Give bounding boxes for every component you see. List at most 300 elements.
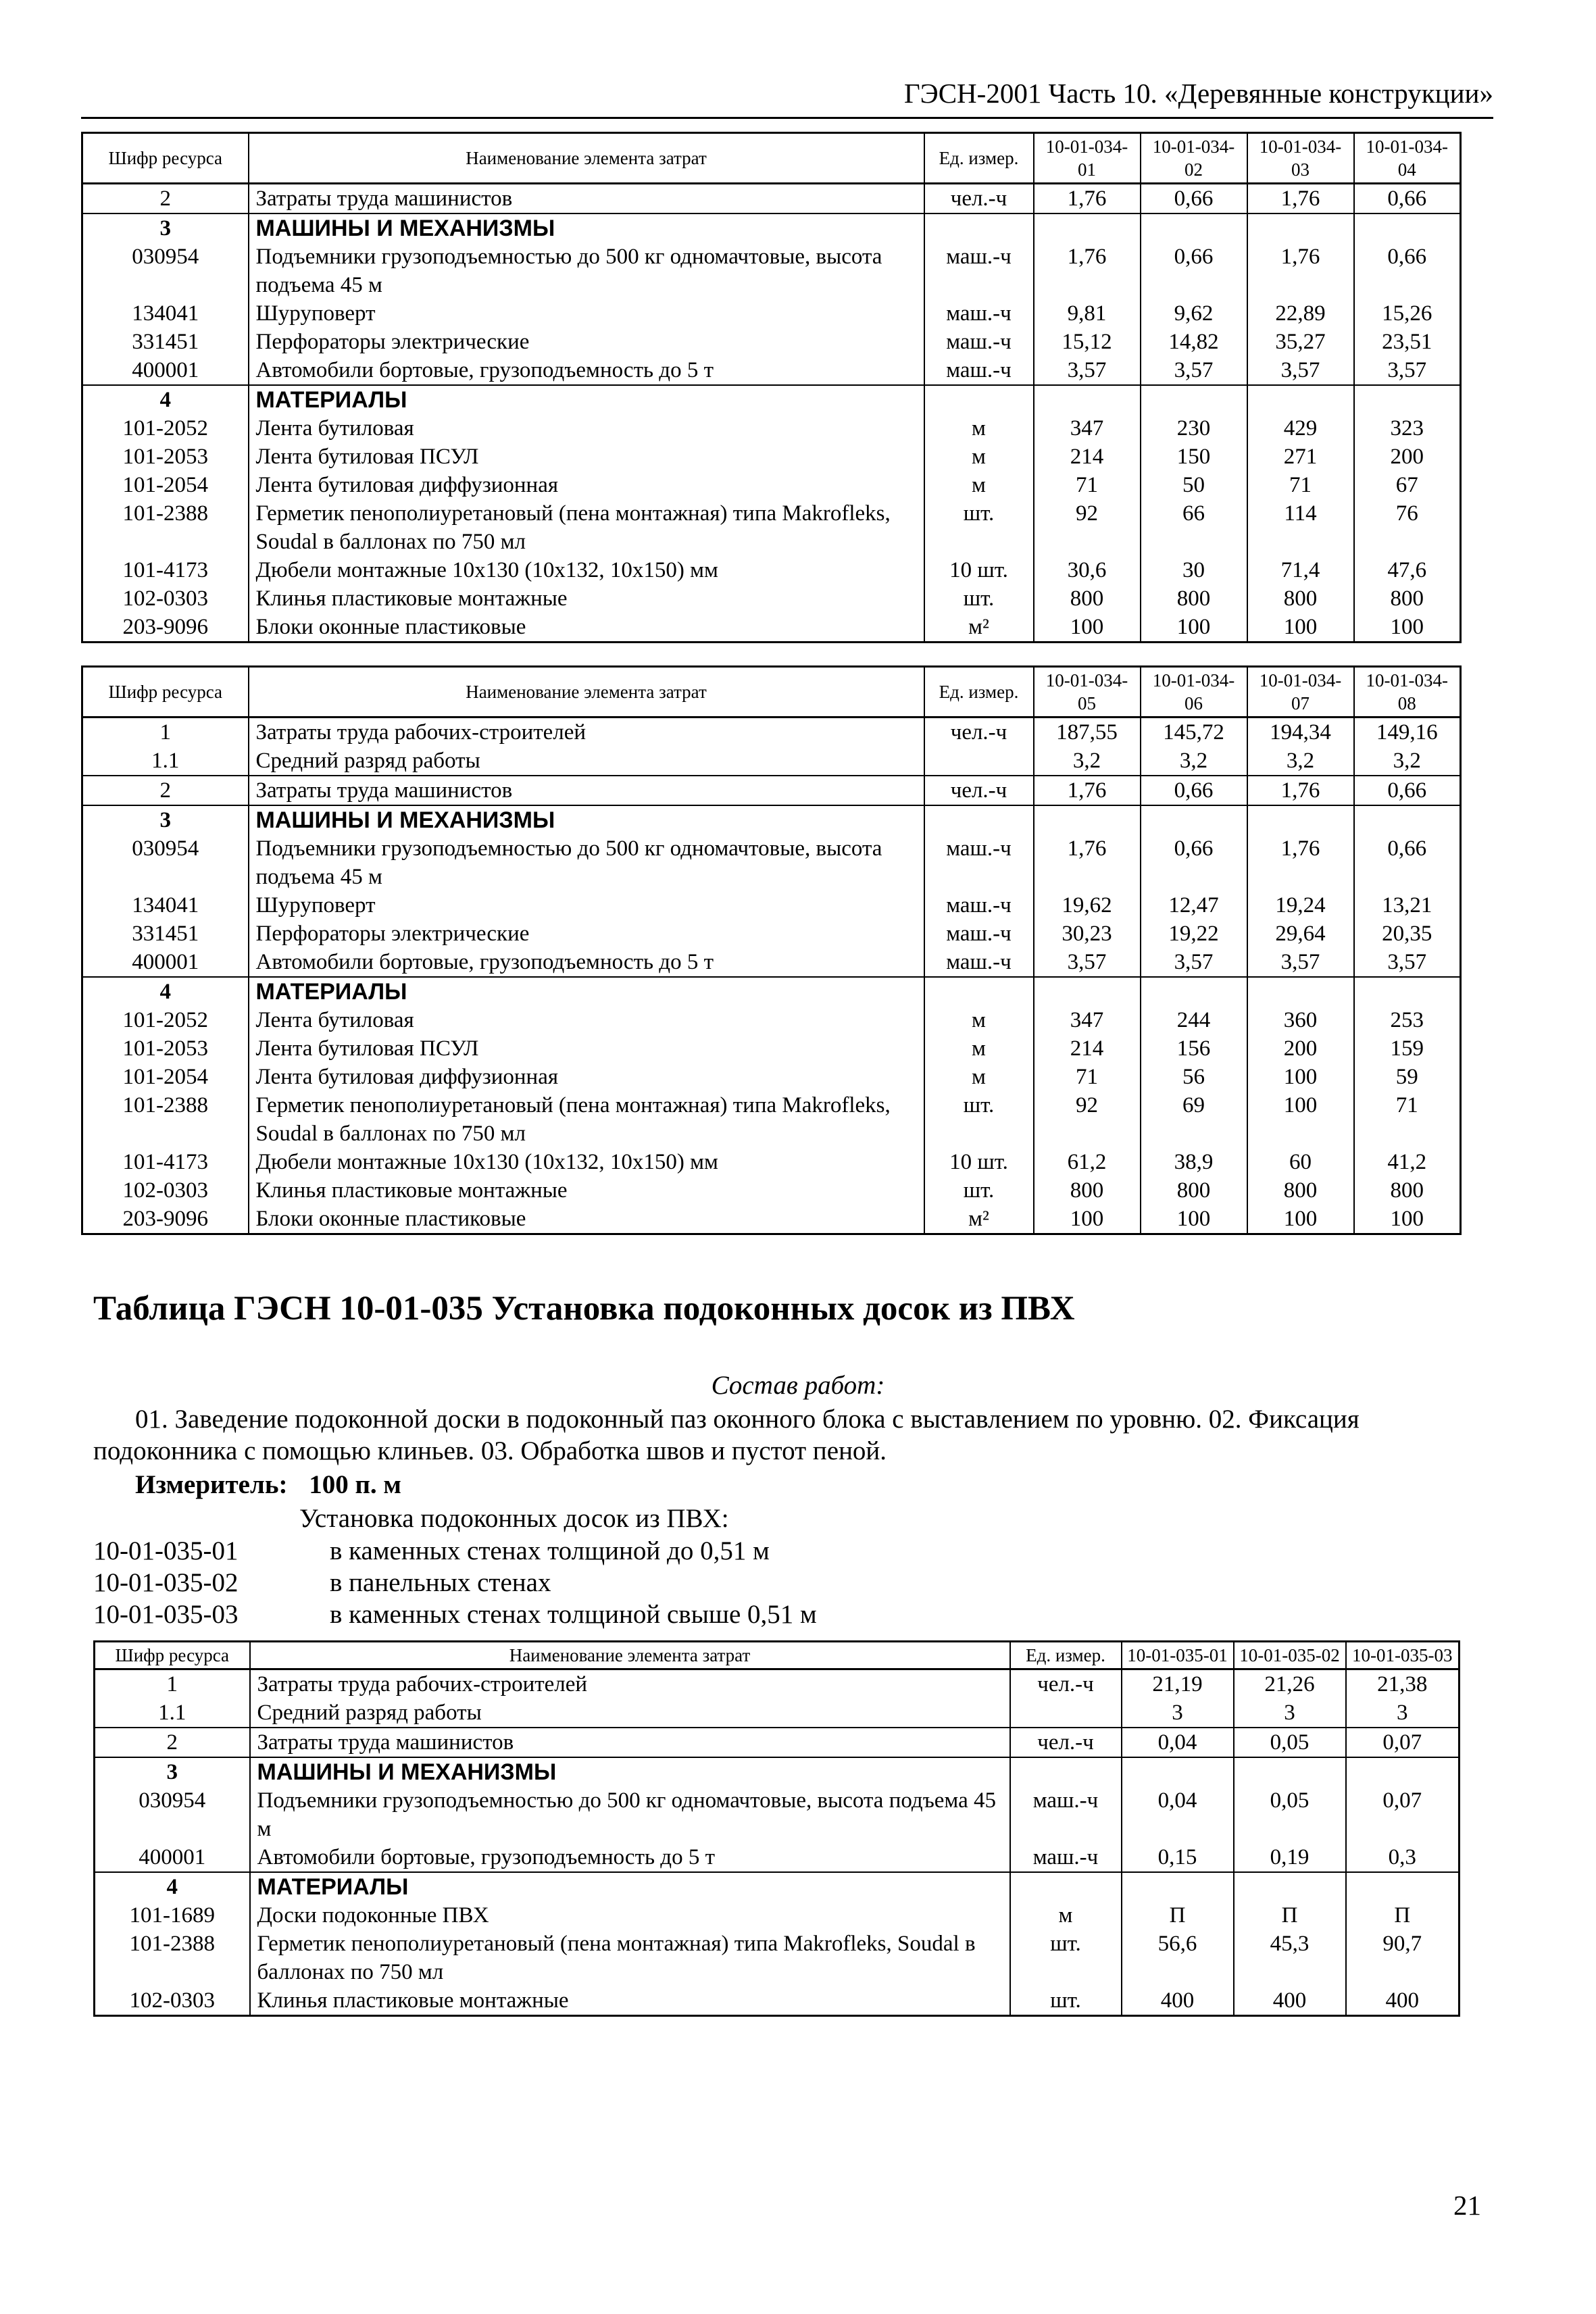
header-column-code: 10-01-034-05 [1034, 667, 1141, 718]
unit: шт. [924, 1176, 1034, 1205]
value-cell: 45,3 [1234, 1930, 1346, 1986]
value-cell: 20,35 [1354, 920, 1461, 948]
value-cell: 12,47 [1141, 891, 1247, 920]
table-row [95, 1786, 1460, 1843]
header-column-code: 10-01-034-06 [1141, 667, 1247, 718]
value-cell: П [1122, 1901, 1234, 1930]
table-row [82, 184, 1461, 214]
header-code: Шифр ресурса [82, 133, 249, 184]
value-cell: 800 [1354, 1176, 1461, 1205]
resource-name: Герметик пенополиуретановый (пена монтажная) типа Makrofleks, Soudal в баллонах по 750 мл [249, 499, 924, 556]
unit [1010, 1757, 1122, 1786]
value-cell: 21,38 [1346, 1669, 1460, 1699]
table-row [82, 1176, 1461, 1205]
value-cell [1354, 385, 1461, 414]
unit: 10 шт. [924, 556, 1034, 584]
resource-code: 101-2054 [82, 471, 249, 499]
resource-code: 030954 [95, 1786, 250, 1843]
resource-table-034-01-04 [81, 132, 1462, 643]
resource-name: Затраты труда рабочих-строителей [249, 718, 924, 747]
resource-name: Перфораторы электрические [249, 920, 924, 948]
table-row [82, 1205, 1461, 1234]
composition-line-1: 01. Заведение подоконной доски в подоконный паз оконного блока с выставлением по уровню. 02. Фиксация [135, 1405, 1360, 1434]
resource-name: Герметик пенополиуретановый (пена монтажная) типа Makrofleks, Soudal в баллонах по 750 мл [249, 1091, 924, 1148]
value-cell: 0,66 [1141, 184, 1247, 214]
value-cell: 0,3 [1346, 1843, 1460, 1872]
unit: чел.-ч [1010, 1728, 1122, 1757]
page-number: 21 [1453, 2190, 1481, 2221]
resource-name: МАТЕРИАЛЫ [249, 977, 924, 1006]
value-cell: 71 [1034, 471, 1141, 499]
resource-name: МАШИНЫ И МЕХАНИЗМЫ [249, 213, 924, 243]
value-cell: 67 [1354, 471, 1461, 499]
value-cell: 150 [1141, 443, 1247, 471]
value-cell: 800 [1247, 1176, 1354, 1205]
header-column-code: 10-01-034-02 [1141, 133, 1247, 184]
value-cell: 3 [1346, 1699, 1460, 1728]
unit: чел.-ч [924, 776, 1034, 805]
table-row [82, 443, 1461, 471]
unit: маш.-ч [924, 891, 1034, 920]
table-header-row [82, 133, 1461, 184]
unit: м [924, 1034, 1034, 1063]
header-column-code: 10-01-034-04 [1354, 133, 1461, 184]
table-row [82, 499, 1461, 556]
value-cell: 9,62 [1141, 299, 1247, 328]
resource-code: 102-0303 [95, 1986, 250, 2016]
value-cell: 100 [1354, 613, 1461, 643]
value-cell: 194,34 [1247, 718, 1354, 747]
table-row [82, 356, 1461, 385]
resource-code: 102-0303 [82, 584, 249, 613]
table-header-row [82, 667, 1461, 718]
unit [1010, 1872, 1122, 1901]
resource-name: Затраты труда машинистов [249, 776, 924, 805]
value-cell: 90,7 [1346, 1930, 1460, 1986]
resource-name: МАТЕРИАЛЫ [250, 1872, 1010, 1901]
norm-description: в панельных стенах [330, 1568, 551, 1597]
resource-code: 400001 [82, 356, 249, 385]
value-cell: 30,23 [1034, 920, 1141, 948]
value-cell [1122, 1872, 1234, 1901]
resource-code: 331451 [82, 920, 249, 948]
unit: маш.-ч [924, 243, 1034, 299]
value-cell [1141, 213, 1247, 243]
value-cell: 156 [1141, 1034, 1247, 1063]
value-cell [1034, 213, 1141, 243]
value-cell: П [1234, 1901, 1346, 1930]
resource-name: Герметик пенополиуретановый (пена монтажная) типа Makrofleks, Soudal в баллонах по 750 мл [250, 1930, 1010, 1986]
value-cell [1034, 977, 1141, 1006]
value-cell: 3,2 [1354, 747, 1461, 776]
table-row [82, 834, 1461, 891]
meter-value: 100 п. м [309, 1470, 401, 1499]
section-row [82, 977, 1461, 1006]
resource-code: 3 [95, 1757, 250, 1786]
resource-code: 1 [82, 718, 249, 747]
resource-code: 2 [95, 1728, 250, 1757]
table-row [82, 1063, 1461, 1091]
unit: маш.-ч [924, 328, 1034, 356]
value-cell: 429 [1247, 414, 1354, 443]
value-cell [1034, 385, 1141, 414]
composition-line-2: подоконника с помощью клиньев. 03. Обработка швов и пустот пеной. [93, 1436, 887, 1465]
resource-name: Подъемники грузоподъемностью до 500 кг одномачтовые, высота подъема 45 м [250, 1786, 1010, 1843]
resource-name: Перфораторы электрические [249, 328, 924, 356]
value-cell: 15,12 [1034, 328, 1141, 356]
resource-name: Блоки оконные пластиковые [249, 1205, 924, 1234]
value-cell: 23,51 [1354, 328, 1461, 356]
resource-code: 101-4173 [82, 556, 249, 584]
table-row [82, 243, 1461, 299]
table-row [95, 1669, 1460, 1699]
value-cell: 1,76 [1034, 834, 1141, 891]
value-cell: 0,66 [1141, 243, 1247, 299]
unit: шт. [924, 499, 1034, 556]
value-cell: 3,57 [1354, 356, 1461, 385]
value-cell: 0,07 [1346, 1786, 1460, 1843]
unit: м² [924, 1205, 1034, 1234]
value-cell [1354, 977, 1461, 1006]
resource-name: Лента бутиловая диффузионная [249, 1063, 924, 1091]
value-cell: 30,6 [1034, 556, 1141, 584]
value-cell [1247, 977, 1354, 1006]
resource-code: 030954 [82, 243, 249, 299]
resource-code: 101-1689 [95, 1901, 250, 1930]
resource-name: Подъемники грузоподъемностью до 500 кг одномачтовые, высота подъема 45 м [249, 834, 924, 891]
resource-code: 4 [82, 977, 249, 1006]
value-cell: 100 [1354, 1205, 1461, 1234]
table-row [82, 718, 1461, 747]
value-cell: 347 [1034, 414, 1141, 443]
table-row [95, 1728, 1460, 1757]
resource-name: Автомобили бортовые, грузоподъемность до 5 т [250, 1843, 1010, 1872]
value-cell: 230 [1141, 414, 1247, 443]
resource-code: 134041 [82, 299, 249, 328]
value-cell: 3,2 [1034, 747, 1141, 776]
norm-code: 10-01-035-03 [93, 1600, 239, 1629]
header-unit: Ед. измер. [924, 133, 1034, 184]
value-cell [1346, 1872, 1460, 1901]
resource-code: 331451 [82, 328, 249, 356]
resource-code: 1 [95, 1669, 250, 1699]
value-cell: 0,66 [1141, 834, 1247, 891]
unit: шт. [924, 1091, 1034, 1148]
table-row [82, 613, 1461, 643]
value-cell: 323 [1354, 414, 1461, 443]
value-cell [1247, 213, 1354, 243]
value-cell: 9,81 [1034, 299, 1141, 328]
value-cell: 1,76 [1247, 243, 1354, 299]
value-cell: 0,66 [1141, 776, 1247, 805]
value-cell: 1,76 [1247, 776, 1354, 805]
unit: м [924, 414, 1034, 443]
value-cell: 3,57 [1141, 948, 1247, 977]
section-row [95, 1757, 1460, 1786]
table-row [95, 1986, 1460, 2016]
unit: маш.-ч [1010, 1843, 1122, 1872]
value-cell: 3,57 [1247, 356, 1354, 385]
value-cell: 29,64 [1247, 920, 1354, 948]
unit: 10 шт. [924, 1148, 1034, 1176]
resource-name: Затраты труда машинистов [249, 184, 924, 214]
value-cell: 3,57 [1034, 356, 1141, 385]
resource-name: Автомобили бортовые, грузоподъемность до 5 т [249, 356, 924, 385]
unit: шт. [924, 584, 1034, 613]
resource-code: 102-0303 [82, 1176, 249, 1205]
table-row [82, 747, 1461, 776]
resource-code: 030954 [82, 834, 249, 891]
header-name: Наименование элемента затрат [249, 133, 924, 184]
value-cell: 100 [1247, 1091, 1354, 1148]
value-cell: 187,55 [1034, 718, 1141, 747]
unit: маш.-ч [1010, 1786, 1122, 1843]
resource-name: МАШИНЫ И МЕХАНИЗМЫ [249, 805, 924, 834]
section-row [82, 213, 1461, 243]
value-cell: 400 [1122, 1986, 1234, 2016]
unit: маш.-ч [924, 299, 1034, 328]
value-cell: 47,6 [1354, 556, 1461, 584]
header-unit: Ед. измер. [924, 667, 1034, 718]
value-cell: 100 [1247, 1205, 1354, 1234]
value-cell: 200 [1354, 443, 1461, 471]
subtitle: Установка подоконных досок из ПВХ: [299, 1504, 729, 1533]
value-cell: 14,82 [1141, 328, 1247, 356]
table-header-row [95, 1642, 1460, 1669]
header-column-code: 10-01-034-01 [1034, 133, 1141, 184]
resource-code: 1.1 [95, 1699, 250, 1728]
resource-name: МАШИНЫ И МЕХАНИЗМЫ [250, 1757, 1010, 1786]
value-cell: 3,57 [1141, 356, 1247, 385]
value-cell: 41,2 [1354, 1148, 1461, 1176]
value-cell: 0,66 [1354, 776, 1461, 805]
table-row [82, 471, 1461, 499]
value-cell: 253 [1354, 1006, 1461, 1034]
value-cell: 0,66 [1354, 243, 1461, 299]
resource-code: 4 [82, 385, 249, 414]
value-cell: 145,72 [1141, 718, 1247, 747]
resource-name: Средний разряд работы [249, 747, 924, 776]
value-cell: 3,57 [1354, 948, 1461, 977]
table-row [82, 414, 1461, 443]
table-row [82, 920, 1461, 948]
value-cell: 56,6 [1122, 1930, 1234, 1986]
value-cell: 214 [1034, 1034, 1141, 1063]
value-cell [1247, 385, 1354, 414]
value-cell [1354, 213, 1461, 243]
header-name: Наименование элемента затрат [250, 1642, 1010, 1669]
resource-name: Средний разряд работы [250, 1699, 1010, 1728]
table-row [95, 1843, 1460, 1872]
resource-code: 3 [82, 213, 249, 243]
value-cell: 159 [1354, 1034, 1461, 1063]
value-cell: 0,66 [1354, 184, 1461, 214]
resource-name: Доски подоконные ПВХ [250, 1901, 1010, 1930]
table-row [82, 1091, 1461, 1148]
value-cell: 1,76 [1034, 776, 1141, 805]
unit: м [924, 443, 1034, 471]
section-title: Таблица ГЭСН 10-01-035 Установка подоконных досок из ПВХ [93, 1290, 1075, 1328]
resource-code: 400001 [95, 1843, 250, 1872]
table-row [82, 1006, 1461, 1034]
value-cell: 360 [1247, 1006, 1354, 1034]
unit: маш.-ч [924, 948, 1034, 977]
unit: маш.-ч [924, 834, 1034, 891]
value-cell: 800 [1354, 584, 1461, 613]
unit: шт. [1010, 1986, 1122, 2016]
value-cell [1141, 805, 1247, 834]
table-row [95, 1699, 1460, 1728]
value-cell: 1,76 [1247, 184, 1354, 214]
value-cell: 100 [1247, 613, 1354, 643]
value-cell: 100 [1247, 1063, 1354, 1091]
header-column-code: 10-01-035-01 [1122, 1642, 1234, 1669]
resource-code: 203-9096 [82, 613, 249, 643]
unit: чел.-ч [924, 718, 1034, 747]
value-cell: 114 [1247, 499, 1354, 556]
resource-code: 203-9096 [82, 1205, 249, 1234]
value-cell: 800 [1247, 584, 1354, 613]
unit [924, 805, 1034, 834]
resource-name: Лента бутиловая [249, 1006, 924, 1034]
value-cell: 1,76 [1034, 243, 1141, 299]
resource-name: Лента бутиловая ПСУЛ [249, 443, 924, 471]
value-cell: 71 [1034, 1063, 1141, 1091]
resource-code: 134041 [82, 891, 249, 920]
table-row [82, 1148, 1461, 1176]
header-column-code: 10-01-034-03 [1247, 133, 1354, 184]
resource-name: Блоки оконные пластиковые [249, 613, 924, 643]
table-row [82, 584, 1461, 613]
value-cell: 19,24 [1247, 891, 1354, 920]
unit: м [1010, 1901, 1122, 1930]
unit [924, 977, 1034, 1006]
value-cell: 1,76 [1247, 834, 1354, 891]
table-row [82, 891, 1461, 920]
value-cell: 800 [1034, 584, 1141, 613]
value-cell: 59 [1354, 1063, 1461, 1091]
resource-code: 101-2053 [82, 443, 249, 471]
value-cell: 13,21 [1354, 891, 1461, 920]
resource-name: Клинья пластиковые монтажные [250, 1986, 1010, 2016]
unit [924, 213, 1034, 243]
value-cell: 0,04 [1122, 1786, 1234, 1843]
table-row [95, 1930, 1460, 1986]
unit: м [924, 1006, 1034, 1034]
value-cell [1234, 1872, 1346, 1901]
value-cell [1346, 1757, 1460, 1786]
resource-code: 101-2388 [95, 1930, 250, 1986]
value-cell: 3,57 [1034, 948, 1141, 977]
resource-code: 101-2388 [82, 1091, 249, 1148]
header-column-code: 10-01-035-03 [1346, 1642, 1460, 1669]
value-cell: 92 [1034, 499, 1141, 556]
value-cell: 22,89 [1247, 299, 1354, 328]
resource-code: 101-4173 [82, 1148, 249, 1176]
value-cell: 38,9 [1141, 1148, 1247, 1176]
value-cell [1141, 977, 1247, 1006]
value-cell [1034, 805, 1141, 834]
resource-code: 101-2053 [82, 1034, 249, 1063]
value-cell: 0,66 [1354, 834, 1461, 891]
resource-name: Подъемники грузоподъемностью до 500 кг одномачтовые, высота подъема 45 м [249, 243, 924, 299]
unit: чел.-ч [1010, 1669, 1122, 1699]
value-cell: 76 [1354, 499, 1461, 556]
resource-name: Дюбели монтажные 10х130 (10х132, 10х150) мм [249, 556, 924, 584]
value-cell: 800 [1141, 584, 1247, 613]
value-cell: 100 [1034, 1205, 1141, 1234]
norm-description: в каменных стенах толщиной свыше 0,51 м [330, 1600, 817, 1629]
value-cell [1247, 805, 1354, 834]
value-cell: 0,19 [1234, 1843, 1346, 1872]
section-row [95, 1872, 1460, 1901]
value-cell: 35,27 [1247, 328, 1354, 356]
unit: м [924, 1063, 1034, 1091]
value-cell: 92 [1034, 1091, 1141, 1148]
resource-code: 3 [82, 805, 249, 834]
resource-table-034-05-08 [81, 665, 1462, 1235]
unit: маш.-ч [924, 920, 1034, 948]
unit [924, 385, 1034, 414]
value-cell: 0,04 [1122, 1728, 1234, 1757]
section-row [82, 385, 1461, 414]
value-cell: 71 [1247, 471, 1354, 499]
table-row [82, 776, 1461, 805]
value-cell: 21,26 [1234, 1669, 1346, 1699]
table-row [82, 556, 1461, 584]
norm-code: 10-01-035-02 [93, 1568, 239, 1597]
value-cell: 214 [1034, 443, 1141, 471]
unit: м [924, 471, 1034, 499]
resource-code: 2 [82, 776, 249, 805]
resource-name: Затраты труда рабочих-строителей [250, 1669, 1010, 1699]
header-column-code: 10-01-035-02 [1234, 1642, 1346, 1669]
value-cell: 1,76 [1034, 184, 1141, 214]
value-cell: 19,22 [1141, 920, 1247, 948]
value-cell: 15,26 [1354, 299, 1461, 328]
resource-name: Клинья пластиковые монтажные [249, 584, 924, 613]
resource-name: Лента бутиловая диффузионная [249, 471, 924, 499]
table-row [82, 299, 1461, 328]
resource-name: Затраты труда машинистов [250, 1728, 1010, 1757]
value-cell: 71,4 [1247, 556, 1354, 584]
value-cell [1141, 385, 1247, 414]
value-cell: 19,62 [1034, 891, 1141, 920]
value-cell: 30 [1141, 556, 1247, 584]
value-cell: 100 [1034, 613, 1141, 643]
resource-code: 4 [95, 1872, 250, 1901]
meter-line [135, 1467, 401, 1503]
resource-code: 1.1 [82, 747, 249, 776]
value-cell: 271 [1247, 443, 1354, 471]
value-cell: 347 [1034, 1006, 1141, 1034]
value-cell: 200 [1247, 1034, 1354, 1063]
value-cell [1354, 805, 1461, 834]
value-cell: 0,05 [1234, 1728, 1346, 1757]
value-cell: 60 [1247, 1148, 1354, 1176]
unit [1010, 1699, 1122, 1728]
value-cell: 69 [1141, 1091, 1247, 1148]
norm-code: 10-01-035-01 [93, 1536, 239, 1565]
value-cell: 244 [1141, 1006, 1247, 1034]
resource-name: Лента бутиловая ПСУЛ [249, 1034, 924, 1063]
value-cell: 400 [1346, 1986, 1460, 2016]
resource-name: МАТЕРИАЛЫ [249, 385, 924, 414]
unit [924, 747, 1034, 776]
resource-name: Автомобили бортовые, грузоподъемность до 5 т [249, 948, 924, 977]
resource-code: 101-2052 [82, 1006, 249, 1034]
value-cell: 56 [1141, 1063, 1247, 1091]
